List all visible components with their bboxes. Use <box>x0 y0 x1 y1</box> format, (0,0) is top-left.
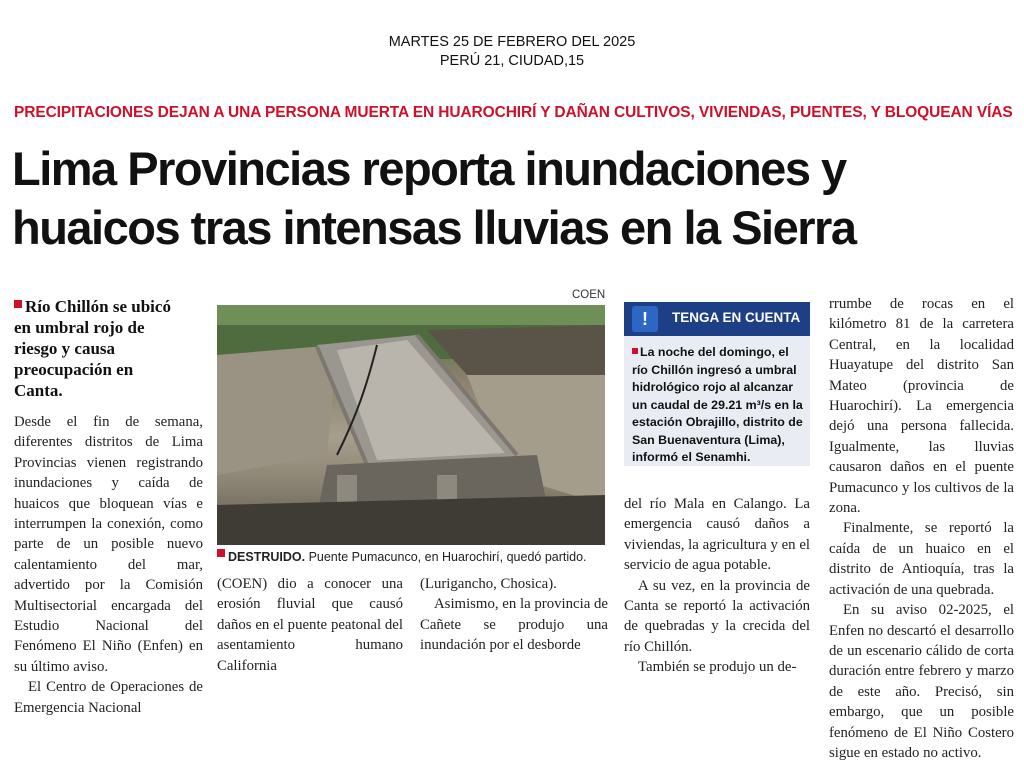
article-column-3a <box>420 574 608 656</box>
paragraph: A su vez, en la provincia de Canta se reportó la activación de quebradas y la crecida del río Chillón. <box>624 577 810 655</box>
paragraph: En su aviso 02-2025, el Enfen no descartó el desarrollo de un escenario cálido de corta duración entre febrero y marzo de este año. Precisó, sin embargo, que un posible fenómeno de El Niño Costero sigue en estado no activo. <box>829 602 1014 761</box>
paragraph: Asimismo, en la provincia de Cañete se produjo una inundación por el desborde <box>420 596 608 654</box>
bullet-square-icon <box>632 348 638 354</box>
paragraph: El Centro de Operaciones de Emergencia Nacional <box>14 679 203 716</box>
bullet-square-icon <box>14 300 22 308</box>
article-column-4 <box>829 294 1014 763</box>
article-column-2 <box>217 574 403 676</box>
photo-credit: COEN <box>572 289 606 301</box>
paragraph: (COEN) dio a conocer una erosión fluvial que causó daños en el puente peatonal del asentamiento humano California <box>217 576 403 674</box>
lead-text: Río Chillón se ubicó en umbral rojo de riesgo y causa preocupación en Canta. <box>14 297 171 400</box>
article-column-3b <box>624 494 810 678</box>
box-text: La noche del domingo, el río Chillón ingresó a umbral hidrológico rojo al alcanzar un caudal de 29.21 m³/s en la estación Obrajillo, distrito de San Buenaventura (Lima), informó el Senamhi. <box>632 345 803 464</box>
box-body <box>632 344 804 467</box>
box-header <box>624 302 810 336</box>
collapsed-bridge-illustration <box>217 305 605 545</box>
article-column-1 <box>14 412 203 718</box>
headline-line-1: Lima Provincias reporta inundaciones y <box>12 142 846 195</box>
dateline-date: MARTES 25 DE FEBRERO DEL 2025 <box>388 34 636 50</box>
bullet-square-icon <box>217 549 225 557</box>
exclamation-icon: ! <box>632 306 658 332</box>
paragraph: del río Mala en Calango. La emergencia causó daños a viviendas, la agricultura y en el servicio de agua potable. <box>624 496 810 574</box>
lead-summary <box>14 296 174 401</box>
headline-line-2: huaicos tras intensas lluvias en la Sierra <box>12 201 856 254</box>
paragraph: rrumbe de rocas en el kilómetro 81 de la carretera Central, en la localidad Huayatupe del distrito San Mateo (provincia de Huarochirí). La emergencia dejó una persona fallecida. Igualmente, las lluvias causaron daños en el puente Pumacunco y los cultivos de la zona. <box>829 296 1014 517</box>
paragraph: Finalmente, se reportó la caída de un huaico en el distrito de Antioquía, tras la activación de una quebrada. <box>829 520 1014 598</box>
paragraph: También se produjo un de- <box>638 659 797 676</box>
box-title: TENGA EN CUENTA <box>672 310 801 325</box>
photo-caption <box>217 549 609 564</box>
caption-label: DESTRUIDO. <box>228 550 306 564</box>
kicker-subhead: PRECIPITACIONES DEJAN A UNA PERSONA MUERTA EN HUAROCHIRÍ Y DAÑAN CULTIVOS, VIVIENDAS, PUENTES, Y BLOQUEAN VÍAS <box>14 104 1013 121</box>
paragraph: (Lurigancho, Chosica). <box>420 576 557 592</box>
paragraph: Desde el fin de semana, diferentes distritos de Lima Provincias vienen registrando inundaciones y caída de huaicos que bloquean vías e interrumpen la conexión, como parte de un posible nuevo calentamiento del mar, advertido por la Comisión Multisectorial encargada del Estudio Nacional del Fenómeno El Niño (Enfen) en su último aviso. <box>14 414 203 675</box>
caption-text: Puente Pumacunco, en Huarochirí, quedó partido. <box>305 550 587 564</box>
bridge-photo <box>217 305 605 545</box>
dateline-page: PERÚ 21, CIUDAD,15 <box>439 53 585 69</box>
tenga-en-cuenta-box <box>624 302 810 466</box>
